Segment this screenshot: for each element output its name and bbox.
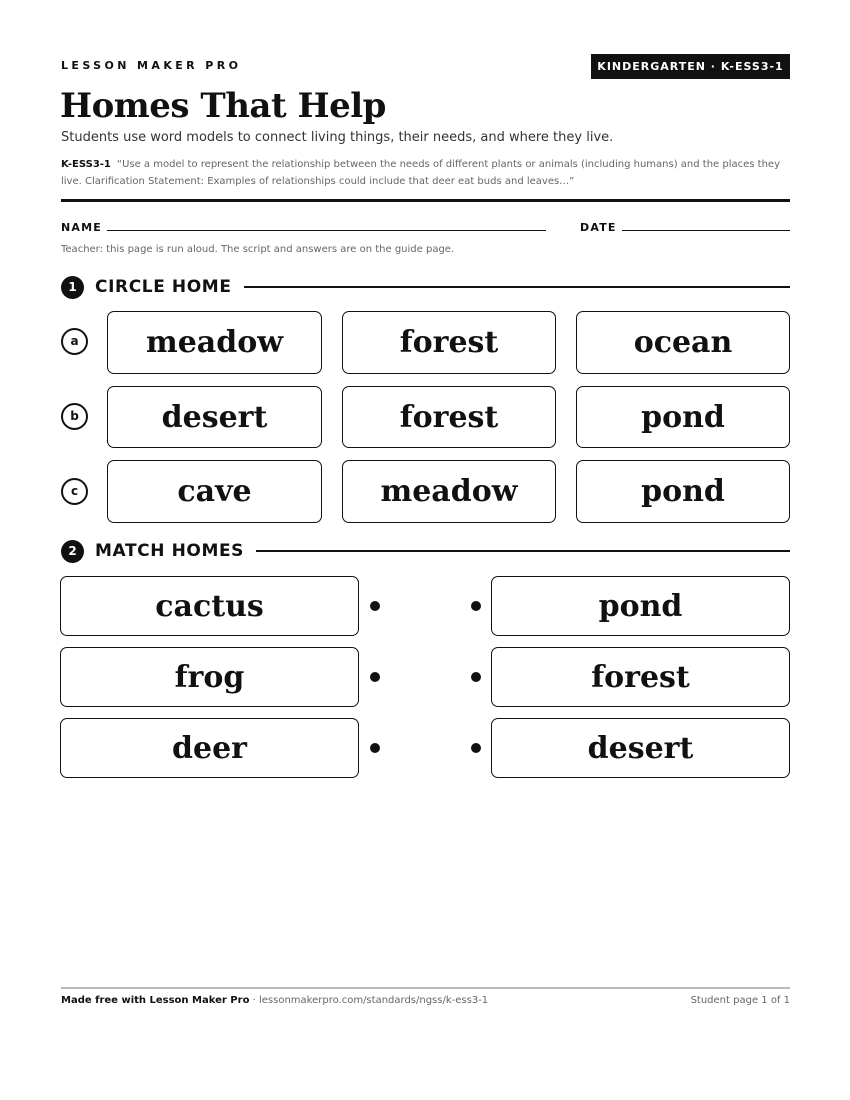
section-2-number: 2: [61, 540, 84, 563]
standard-code: K-ESS3-1: [61, 159, 111, 170]
row-letter-c: c: [61, 478, 88, 505]
date-label: DATE: [580, 221, 617, 234]
footer-url[interactable]: · lessonmakerpro.com/standards/ngss/k-ess3-1: [249, 995, 489, 1006]
option-c-3[interactable]: pond: [576, 460, 790, 523]
page-subtitle: Students use word models to connect living things, their needs, and where they live.: [61, 130, 614, 145]
match-right-dot-1[interactable]: [471, 601, 481, 611]
option-a-1[interactable]: meadow: [107, 311, 322, 374]
row-letter-a: a: [61, 328, 88, 355]
section-1-rule: [244, 286, 790, 288]
option-c-2[interactable]: meadow: [342, 460, 556, 523]
match-left-dot-3[interactable]: [370, 743, 380, 753]
match-left-dot-2[interactable]: [370, 672, 380, 682]
match-left-dot-1[interactable]: [370, 601, 380, 611]
name-line[interactable]: [107, 230, 546, 231]
match-right-dot-2[interactable]: [471, 672, 481, 682]
section-2-title: MATCH HOMES: [95, 541, 245, 561]
section-1-number: 1: [61, 276, 84, 299]
match-left-2[interactable]: frog: [60, 647, 359, 707]
standard-text: “Use a model to represent the relationship between the needs of different plants or animals (including humans) and the places they live. Clarification Statement: Examples of relationships could include that deer eat buds and leaves…”: [61, 159, 781, 187]
match-left-3[interactable]: deer: [60, 718, 359, 778]
option-b-1[interactable]: desert: [107, 386, 322, 448]
option-c-1[interactable]: cave: [107, 460, 322, 523]
match-left-1[interactable]: cactus: [60, 576, 359, 636]
match-right-dot-3[interactable]: [471, 743, 481, 753]
match-right-3[interactable]: desert: [491, 718, 790, 778]
header-divider: [61, 199, 790, 202]
option-b-3[interactable]: pond: [576, 386, 790, 448]
option-b-2[interactable]: forest: [342, 386, 556, 448]
footer-made-with: Made free with Lesson Maker Pro: [61, 995, 250, 1006]
option-a-3[interactable]: ocean: [576, 311, 790, 374]
standard-statement: [61, 156, 791, 190]
teacher-note: Teacher: this page is run aloud. The script and answers are on the guide page.: [61, 244, 455, 255]
option-a-2[interactable]: forest: [342, 311, 556, 374]
section-2-heading: [61, 539, 790, 563]
section-1-title: CIRCLE HOME: [95, 277, 232, 297]
brand-name: LESSON MAKER PRO: [61, 59, 242, 72]
footer-credit: [61, 995, 488, 1006]
section-1-heading: [61, 275, 790, 299]
name-label: NAME: [61, 221, 102, 234]
footer-page-number: Student page 1 of 1: [690, 995, 790, 1006]
match-right-1[interactable]: pond: [491, 576, 790, 636]
page-title: Homes That Help: [60, 86, 386, 126]
date-line[interactable]: [622, 230, 790, 231]
grade-badge: KINDERGARTEN · K-ESS3-1: [591, 54, 790, 79]
match-right-2[interactable]: forest: [491, 647, 790, 707]
section-2-rule: [256, 550, 790, 552]
footer-divider: [61, 987, 790, 989]
row-letter-b: b: [61, 403, 88, 430]
